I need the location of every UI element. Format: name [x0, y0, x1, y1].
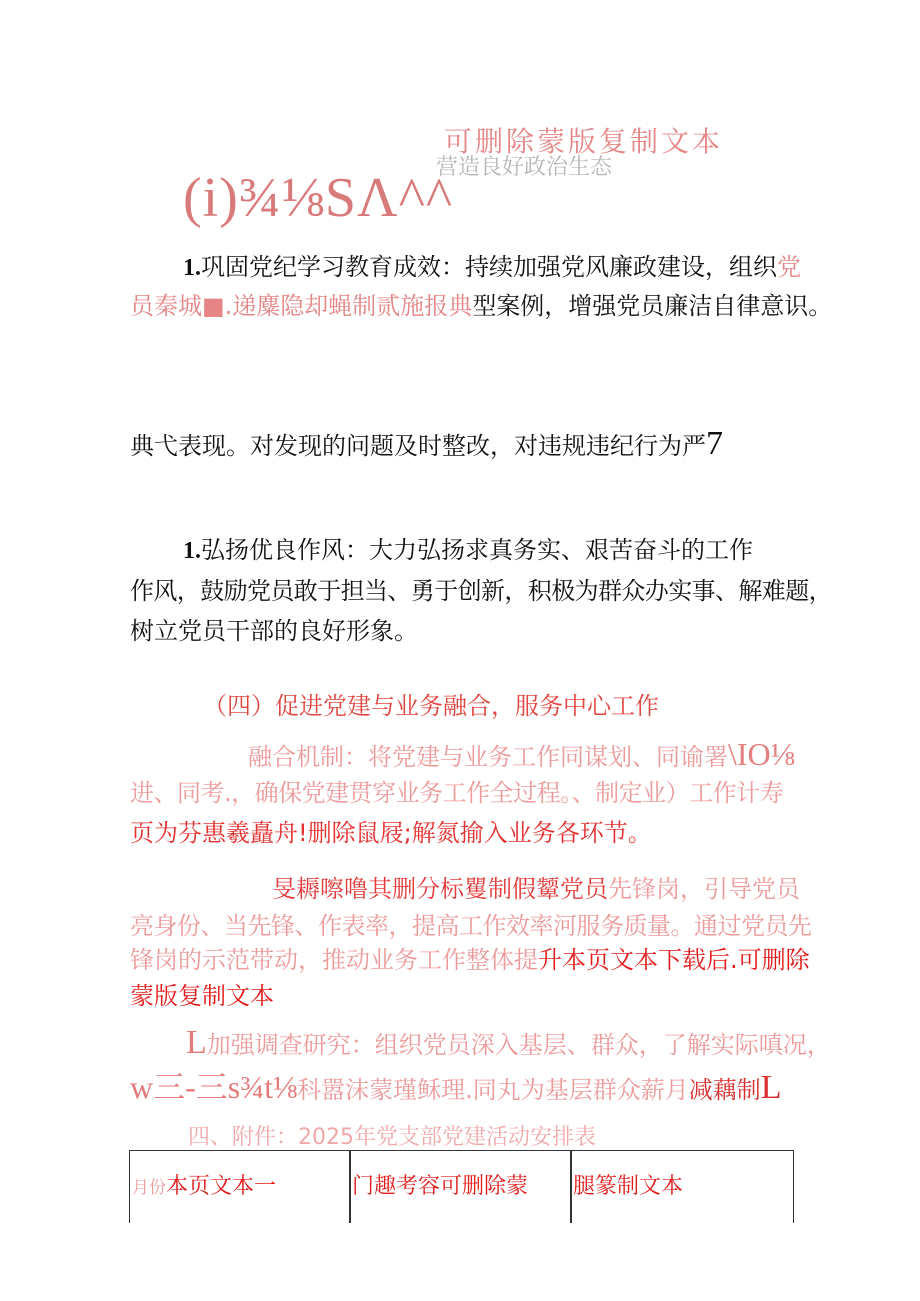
paragraph-2	[130, 425, 723, 463]
garbled-char: L	[186, 1024, 207, 1061]
paragraph-text: 锋岗的示范带动，推动业务工作整体提	[130, 946, 538, 974]
table-header-notes: 腿篆制文本	[573, 1174, 684, 1199]
paragraph-text: 科嚣沫蒙瑾稣理.同丸为基层群众薪月	[297, 1076, 689, 1104]
paragraph-3-line-2: 作风，鼓励党员敢于担当、勇于创新，积极为群众办实事、解难题，	[130, 577, 832, 605]
paragraph-text: 型案例，增强党员廉洁自律意识。	[472, 292, 833, 320]
garbled-heading: (i)¾⅛SΛ^^	[183, 167, 454, 229]
garbled-text: w三-三s¾t⅛	[130, 1069, 298, 1105]
paragraph-4-line-1	[248, 736, 795, 773]
section-4-title: （四）促进党建与业务融合，服务中心工作	[203, 692, 659, 720]
paragraph-text: 先锋岗，引导党员	[608, 875, 800, 903]
garbled-text: 员秦城■.递麋隐却蝇制贰施报典	[130, 292, 473, 320]
garbled-text: \IO⅛	[728, 736, 795, 772]
paragraph-5-line-2: 亮身份、当先锋、作表率，提高工作效率河服务质量。通过党员先	[130, 912, 812, 940]
header-watermark: 本页文本一	[166, 1174, 277, 1199]
garbled-char: 7	[706, 425, 723, 462]
garbled-text: 旻耨嚓噜其删分标矍制假颦党员	[272, 875, 608, 903]
paragraph-1-line-1	[183, 247, 801, 282]
item-number: 1.	[183, 538, 201, 564]
paragraph-text: 巩固党纪学习教育成效：持续加强党风廉政建设，组织	[201, 253, 777, 281]
highlight-text: 减藕制	[688, 1076, 761, 1104]
attachment-title: 四、附件：2025年党支部党建活动安排表	[188, 1125, 596, 1150]
paragraph-5-line-4: 蒙版复制文本	[130, 982, 274, 1010]
paragraph-6-line-2	[130, 1062, 782, 1108]
table-divider	[349, 1151, 351, 1223]
paragraph-4-line-3: 页为芬惠羲矗舟!删除鼠屐;解氮揄入业务各环节。	[130, 819, 652, 847]
paragraph-5-line-1	[272, 869, 800, 904]
highlight-text: 党	[777, 253, 801, 281]
paragraph-4-line-2: 进、同考.，确保党建贯穿业务工作全过程。、制定业）工作计寿	[130, 779, 784, 807]
watermark-text: 升本页文本下载后.可删除	[538, 946, 810, 974]
paragraph-5-line-3	[130, 940, 810, 975]
paragraph-3-line-1	[183, 530, 753, 565]
table-header-content: 门趣考容可删除蒙	[352, 1174, 529, 1199]
header-label: 月份	[132, 1178, 166, 1198]
paragraph-text: 加强调查研究：组织党员深入基层、群众，了解实际嗔况，	[206, 1031, 831, 1059]
paragraph-3-line-3: 树立党员干部的良好形象。	[130, 617, 418, 645]
watermark-line-2: 营造良好政治生态	[436, 155, 613, 180]
table-header-month	[132, 1169, 276, 1200]
paragraph-6-line-1	[186, 1024, 831, 1062]
table-divider	[570, 1151, 572, 1223]
paragraph-text: 融合机制：将党建与业务工作同谋划、同谕署	[248, 743, 728, 771]
schedule-table	[129, 1150, 794, 1223]
paragraph-text: 弘扬优良作风：大力弘扬求真务实、艰苦奋斗的工作	[201, 536, 753, 564]
garbled-char: L	[760, 1069, 782, 1106]
paragraph-text: 典弋表现。对发现的问题及时整改，对违规违纪行为严	[130, 432, 706, 460]
watermark-line-1: 可删除蒙版复制文本	[444, 127, 724, 158]
item-number: 1.	[183, 255, 201, 281]
paragraph-1-line-2	[130, 286, 832, 321]
